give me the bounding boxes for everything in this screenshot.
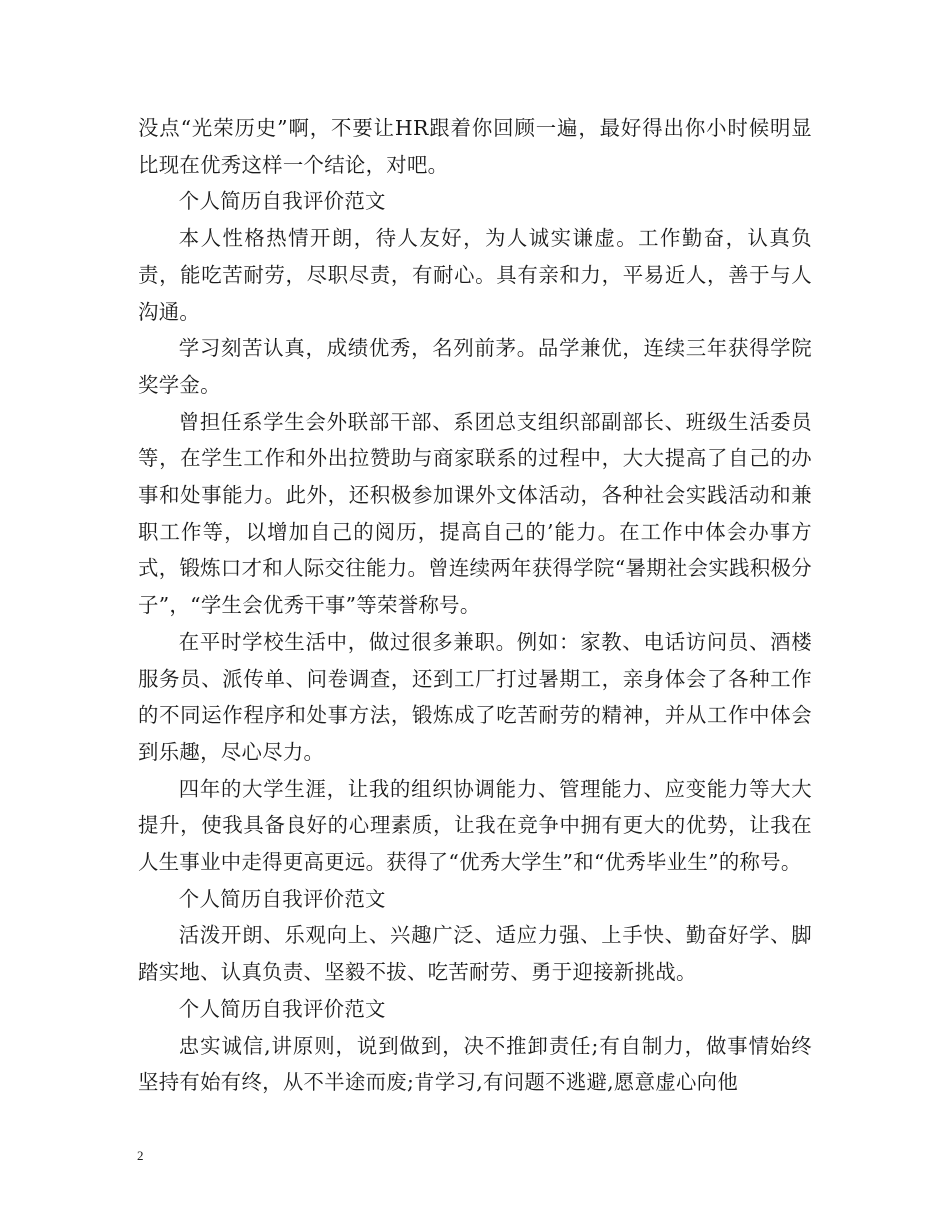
paragraph: 在平时学校生活中，做过很多兼职。例如：家教、电话访问员、酒楼服务员、派传单、问卷调查，还到工厂打过暑期工，亲身体会了各种工作的不同运作程序和处事方法，锻炼成了吃苦耐劳的精神，并从工作中体会到乐趣，尽心尽力。 — [138, 629, 812, 764]
document-body — [138, 110, 812, 1101]
section-heading: 个人简历自我评价范文 — [178, 189, 386, 214]
paragraph: 忠实诚信,讲原则，说到做到，决不推卸责任;有自制力，做事情始终坚持有始有终，从不半途而废;肯学习,有问题不逃避,愿意虚心向他 — [138, 1033, 812, 1095]
paragraph: 本人性格热情开朗，待人友好，为人诚实谦虚。工作勤奋，认真负责，能吃苦耐劳，尽职尽责，有耐心。具有亲和力，平易近人，善于与人沟通。 — [138, 226, 812, 324]
paragraph-continuation: 没点“光荣历史”啊，不要让HR跟着你回顾一遍，最好得出你小时候明显比现在优秀这样一个结论，对吧。 — [138, 116, 812, 177]
paragraph: 四年的大学生涯，让我的组织协调能力、管理能力、应变能力等大大提升，使我具备良好的心理素质，让我在竞争中拥有更大的优势，让我在人生事业中走得更高更远。获得了“优秀大学生”和“优秀毕业生”的称号。 — [138, 776, 812, 875]
section-heading: 个人简历自我评价范文 — [178, 886, 386, 911]
page-number: 2 — [137, 1148, 144, 1163]
paragraph: 活泼开朗、乐观向上、兴趣广泛、适应力强、上手快、勤奋好学、脚踏实地、认真负责、坚毅不拔、吃苦耐劳、勇于迎接新挑战。 — [138, 923, 812, 985]
paragraph: 学习刻苦认真，成绩优秀，名列前茅。品学兼优，连续三年获得学院奖学金。 — [138, 336, 812, 397]
paragraph: 曾担任系学生会外联部干部、系团总支组织部副部长、班级生活委员等，在学生工作和外出拉赞助与商家联系的过程中，大大提高了自己的办事和处事能力。此外，还积极参加课外文体活动，各种社会实践活动和兼职工作等，以增加自己的阅历，提高自己的’能力。在工作中体会办事方式，锻炼口才和人际交往能力。曾连续两年获得学院“暑期社会实践积极分子”，“学生会优秀干事”等荣誉称号。 — [138, 409, 812, 618]
section-heading: 个人简历自我评价范文 — [178, 996, 386, 1021]
